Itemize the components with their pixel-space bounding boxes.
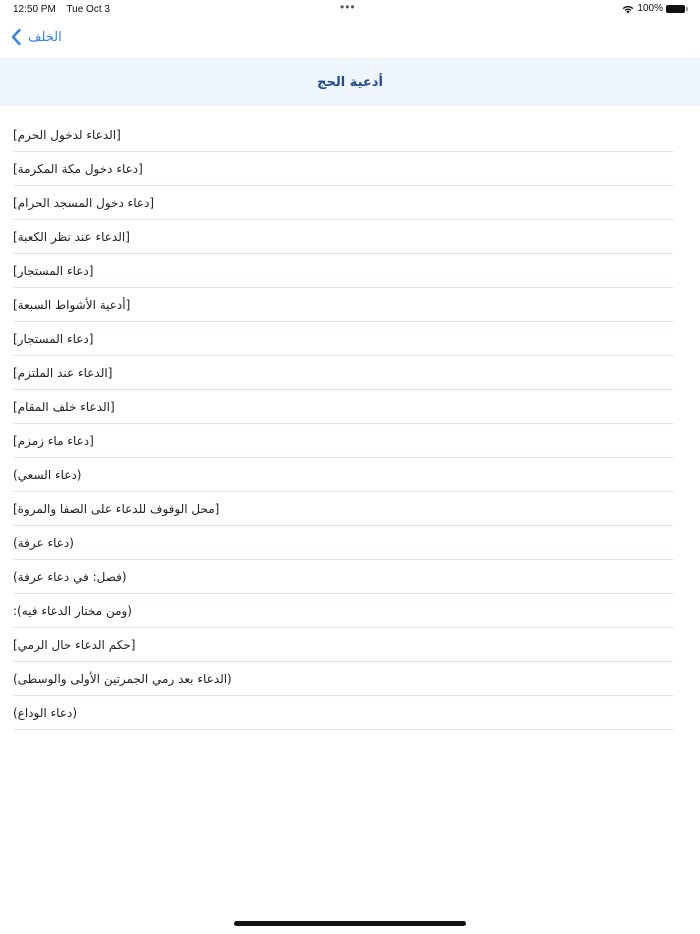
navigation-bar — [0, 24, 700, 56]
title-band — [0, 58, 700, 106]
list-item[interactable]: [دعاء ماء زمزم] — [13, 424, 673, 458]
list-item[interactable]: [دعاء المستجار] — [13, 254, 673, 288]
status-bar — [0, 0, 700, 20]
list-item[interactable]: [أدعية الأشواط السبعة] — [13, 288, 673, 322]
status-time-date — [13, 4, 118, 15]
list-item[interactable]: (دعاء الوداع) — [13, 696, 673, 730]
status-time: 12:50 PM — [13, 4, 56, 15]
list-item[interactable]: [الدعاء عند الملتزم] — [13, 356, 673, 390]
wifi-icon — [622, 4, 634, 14]
list-item[interactable]: [حكم الدعاء حال الرمي] — [13, 628, 673, 662]
dua-list — [13, 118, 673, 730]
list-item[interactable]: (ومن مختار الدعاء فيه): — [13, 594, 673, 628]
list-item[interactable]: [الدعاء لدخول الحرم] — [13, 118, 673, 152]
home-indicator[interactable] — [234, 921, 466, 926]
chevron-left-icon — [10, 28, 22, 46]
page-title: أدعية الحج — [317, 75, 383, 90]
battery-icon — [666, 4, 688, 13]
list-item[interactable]: [دعاء المستجار] — [13, 322, 673, 356]
back-button[interactable] — [10, 28, 62, 46]
multitasking-dots[interactable]: ••• — [340, 0, 356, 14]
list-item[interactable]: (دعاء السعي) — [13, 458, 673, 492]
back-label: الخلف — [28, 29, 62, 45]
battery-percent: 100% — [637, 3, 663, 14]
list-item[interactable]: (دعاء عرفة) — [13, 526, 673, 560]
status-date: Tue Oct 3 — [66, 4, 110, 15]
list-item[interactable]: [دعاء دخول مكة المكرمة] — [13, 152, 673, 186]
list-item[interactable]: [الدعاء خلف المقام] — [13, 390, 673, 424]
list-item[interactable]: [دعاء دخول المسجد الحرام] — [13, 186, 673, 220]
list-item[interactable]: (الدعاء بعد رمي الجمرتين الأولى والوسطى) — [13, 662, 673, 696]
list-item[interactable]: [محل الوقوف للدعاء على الصفا والمروة] — [13, 492, 673, 526]
list-item[interactable]: (فصل: في دعاء عرفة) — [13, 560, 673, 594]
list-item[interactable]: [الدعاء عند نظر الكعبة] — [13, 220, 673, 254]
status-indicators — [622, 3, 688, 14]
